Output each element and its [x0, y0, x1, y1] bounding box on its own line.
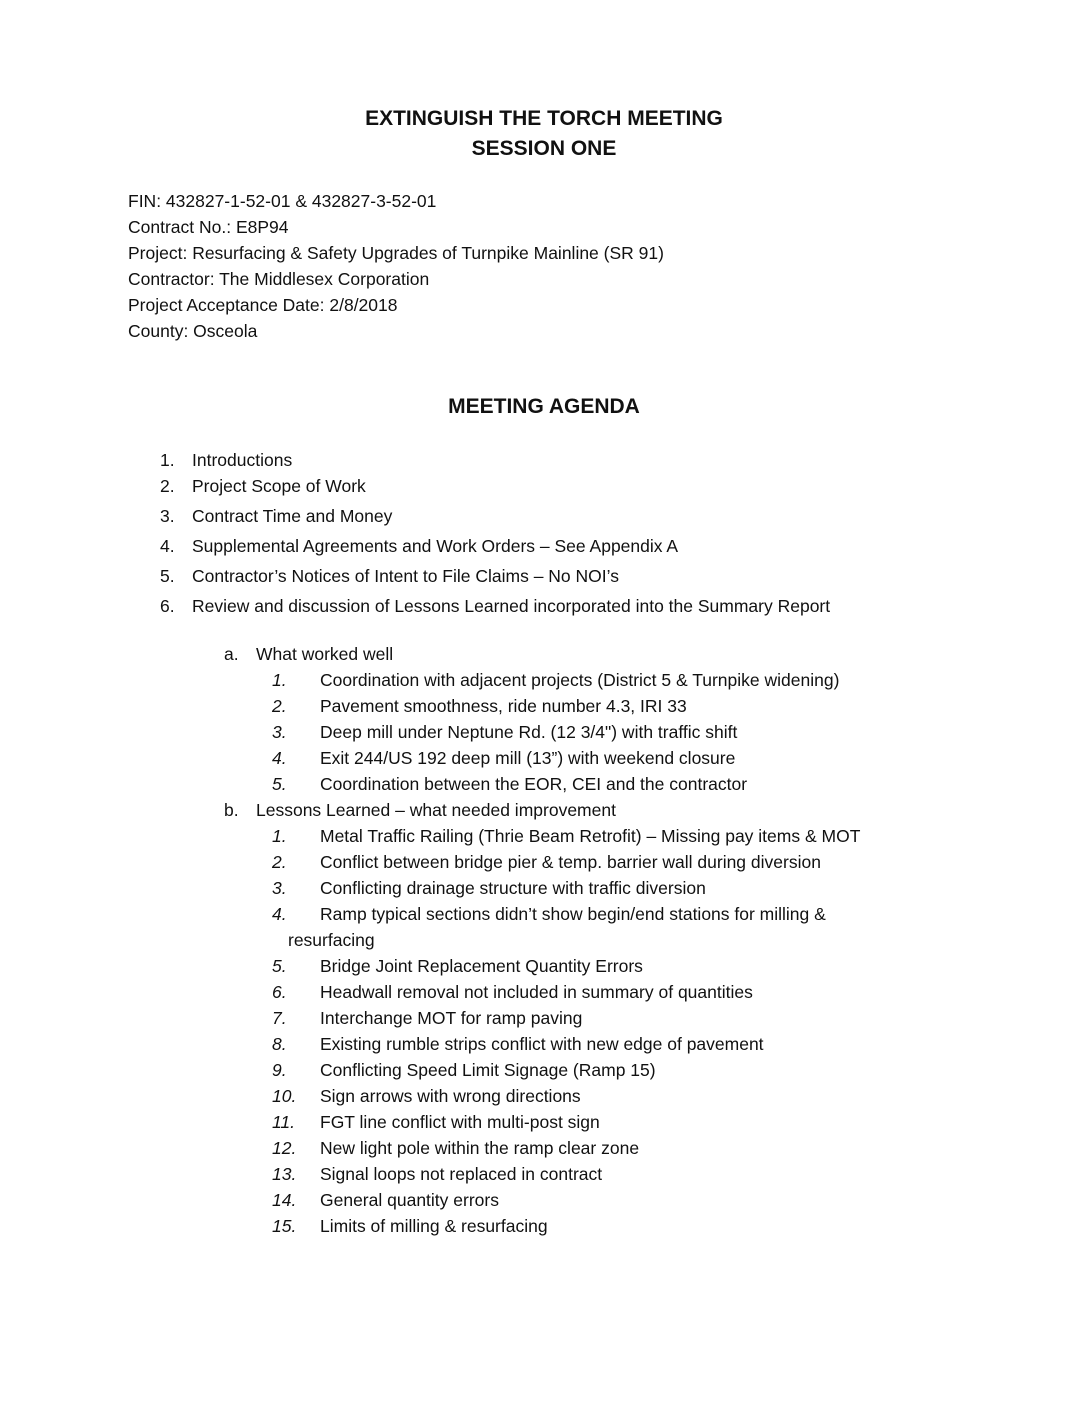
- item-number: 5.: [272, 956, 287, 976]
- item-text: Signal loops not replaced in contract: [320, 1164, 603, 1184]
- county-line: County: Osceola: [128, 321, 258, 341]
- item-number: 13.: [272, 1164, 297, 1184]
- document-title: EXTINGUISH THE TORCH MEETING: [365, 107, 723, 130]
- contract-line: Contract No.: E8P94: [128, 217, 289, 237]
- sub-item-text: Lessons Learned – what needed improvement: [256, 800, 616, 820]
- item-text: Pavement smoothness, ride number 4.3, IRI 33: [320, 696, 687, 716]
- item-number: 4.: [272, 748, 287, 768]
- item-text: Deep mill under Neptune Rd. (12 3/4") with traffic shift: [320, 722, 738, 742]
- item-number: 4.: [272, 904, 287, 924]
- item-text: Coordination between the EOR, CEI and the contractor: [320, 774, 748, 794]
- agenda-item-text: Review and discussion of Lessons Learned incorporated into the Summary Report: [192, 596, 831, 616]
- item-text: FGT line conflict with multi-post sign: [320, 1112, 600, 1132]
- item-text: Sign arrows with wrong directions: [320, 1086, 581, 1106]
- agenda-item-number: 4.: [160, 536, 175, 556]
- agenda-item-number: 1.: [160, 450, 175, 470]
- agenda-item-number: 6.: [160, 596, 175, 616]
- fin-line: FIN: 432827-1-52-01 & 432827-3-52-01: [128, 191, 437, 211]
- item-text: Limits of milling & resurfacing: [320, 1216, 548, 1236]
- agenda-item-number: 3.: [160, 506, 175, 526]
- agenda-item-text: Project Scope of Work: [192, 476, 366, 496]
- item-text-continuation: resurfacing: [288, 930, 375, 950]
- agenda-item-text: Introductions: [192, 450, 293, 470]
- item-number: 9.: [272, 1060, 287, 1080]
- item-text: Headwall removal not included in summary of quantities: [320, 982, 753, 1002]
- item-number: 1.: [272, 670, 287, 690]
- item-text: Ramp typical sections didn’t show begin/end stations for milling &: [320, 904, 826, 924]
- sub-item-text: What worked well: [256, 644, 394, 664]
- project-line: Project: Resurfacing & Safety Upgrades of Turnpike Mainline (SR 91): [128, 243, 664, 263]
- item-text: Exit 244/US 192 deep mill (13”) with weekend closure: [320, 748, 736, 768]
- agenda-heading: MEETING AGENDA: [448, 395, 640, 418]
- item-number: 3.: [272, 878, 287, 898]
- item-number: 3.: [272, 722, 287, 742]
- item-number: 5.: [272, 774, 287, 794]
- item-text: Conflicting drainage structure with traffic diversion: [320, 878, 706, 898]
- acceptance-date-line: Project Acceptance Date: 2/8/2018: [128, 295, 398, 315]
- agenda-item-number: 5.: [160, 566, 175, 586]
- item-number: 2.: [272, 852, 287, 872]
- sub-item-letter: a.: [224, 644, 239, 664]
- item-number: 11.: [272, 1112, 296, 1132]
- item-number: 2.: [272, 696, 287, 716]
- item-text: Existing rumble strips conflict with new edge of pavement: [320, 1034, 764, 1054]
- agenda-item-text: Contract Time and Money: [192, 506, 393, 526]
- item-text: Interchange MOT for ramp paving: [320, 1008, 583, 1028]
- agenda-item-number: 2.: [160, 476, 175, 496]
- item-number: 15.: [272, 1216, 297, 1236]
- item-text: General quantity errors: [320, 1190, 499, 1210]
- item-text: Coordination with adjacent projects (District 5 & Turnpike widening): [320, 670, 840, 690]
- item-number: 8.: [272, 1034, 287, 1054]
- item-number: 7.: [272, 1008, 287, 1028]
- project-info: [128, 188, 664, 344]
- sub-item-letter: b.: [224, 800, 239, 820]
- item-text: New light pole within the ramp clear zone: [320, 1138, 640, 1158]
- item-number: 10.: [272, 1086, 297, 1106]
- item-number: 6.: [272, 982, 287, 1002]
- item-text: Metal Traffic Railing (Thrie Beam Retrofit) – Missing pay items & MOT: [320, 826, 861, 846]
- contractor-line: Contractor: The Middlesex Corporation: [128, 269, 430, 289]
- agenda-item-text: Contractor’s Notices of Intent to File Claims – No NOI’s: [192, 566, 619, 586]
- item-number: 1.: [272, 826, 287, 846]
- item-text: Bridge Joint Replacement Quantity Errors: [320, 956, 643, 976]
- item-text: Conflicting Speed Limit Signage (Ramp 15): [320, 1060, 656, 1080]
- item-number: 14.: [272, 1190, 297, 1210]
- item-number: 12.: [272, 1138, 297, 1158]
- item-text: Conflict between bridge pier & temp. barrier wall during diversion: [320, 852, 821, 872]
- title-block: [0, 104, 1088, 164]
- document-subtitle: SESSION ONE: [471, 137, 617, 160]
- agenda-item-text: Supplemental Agreements and Work Orders – See Appendix A: [192, 536, 679, 556]
